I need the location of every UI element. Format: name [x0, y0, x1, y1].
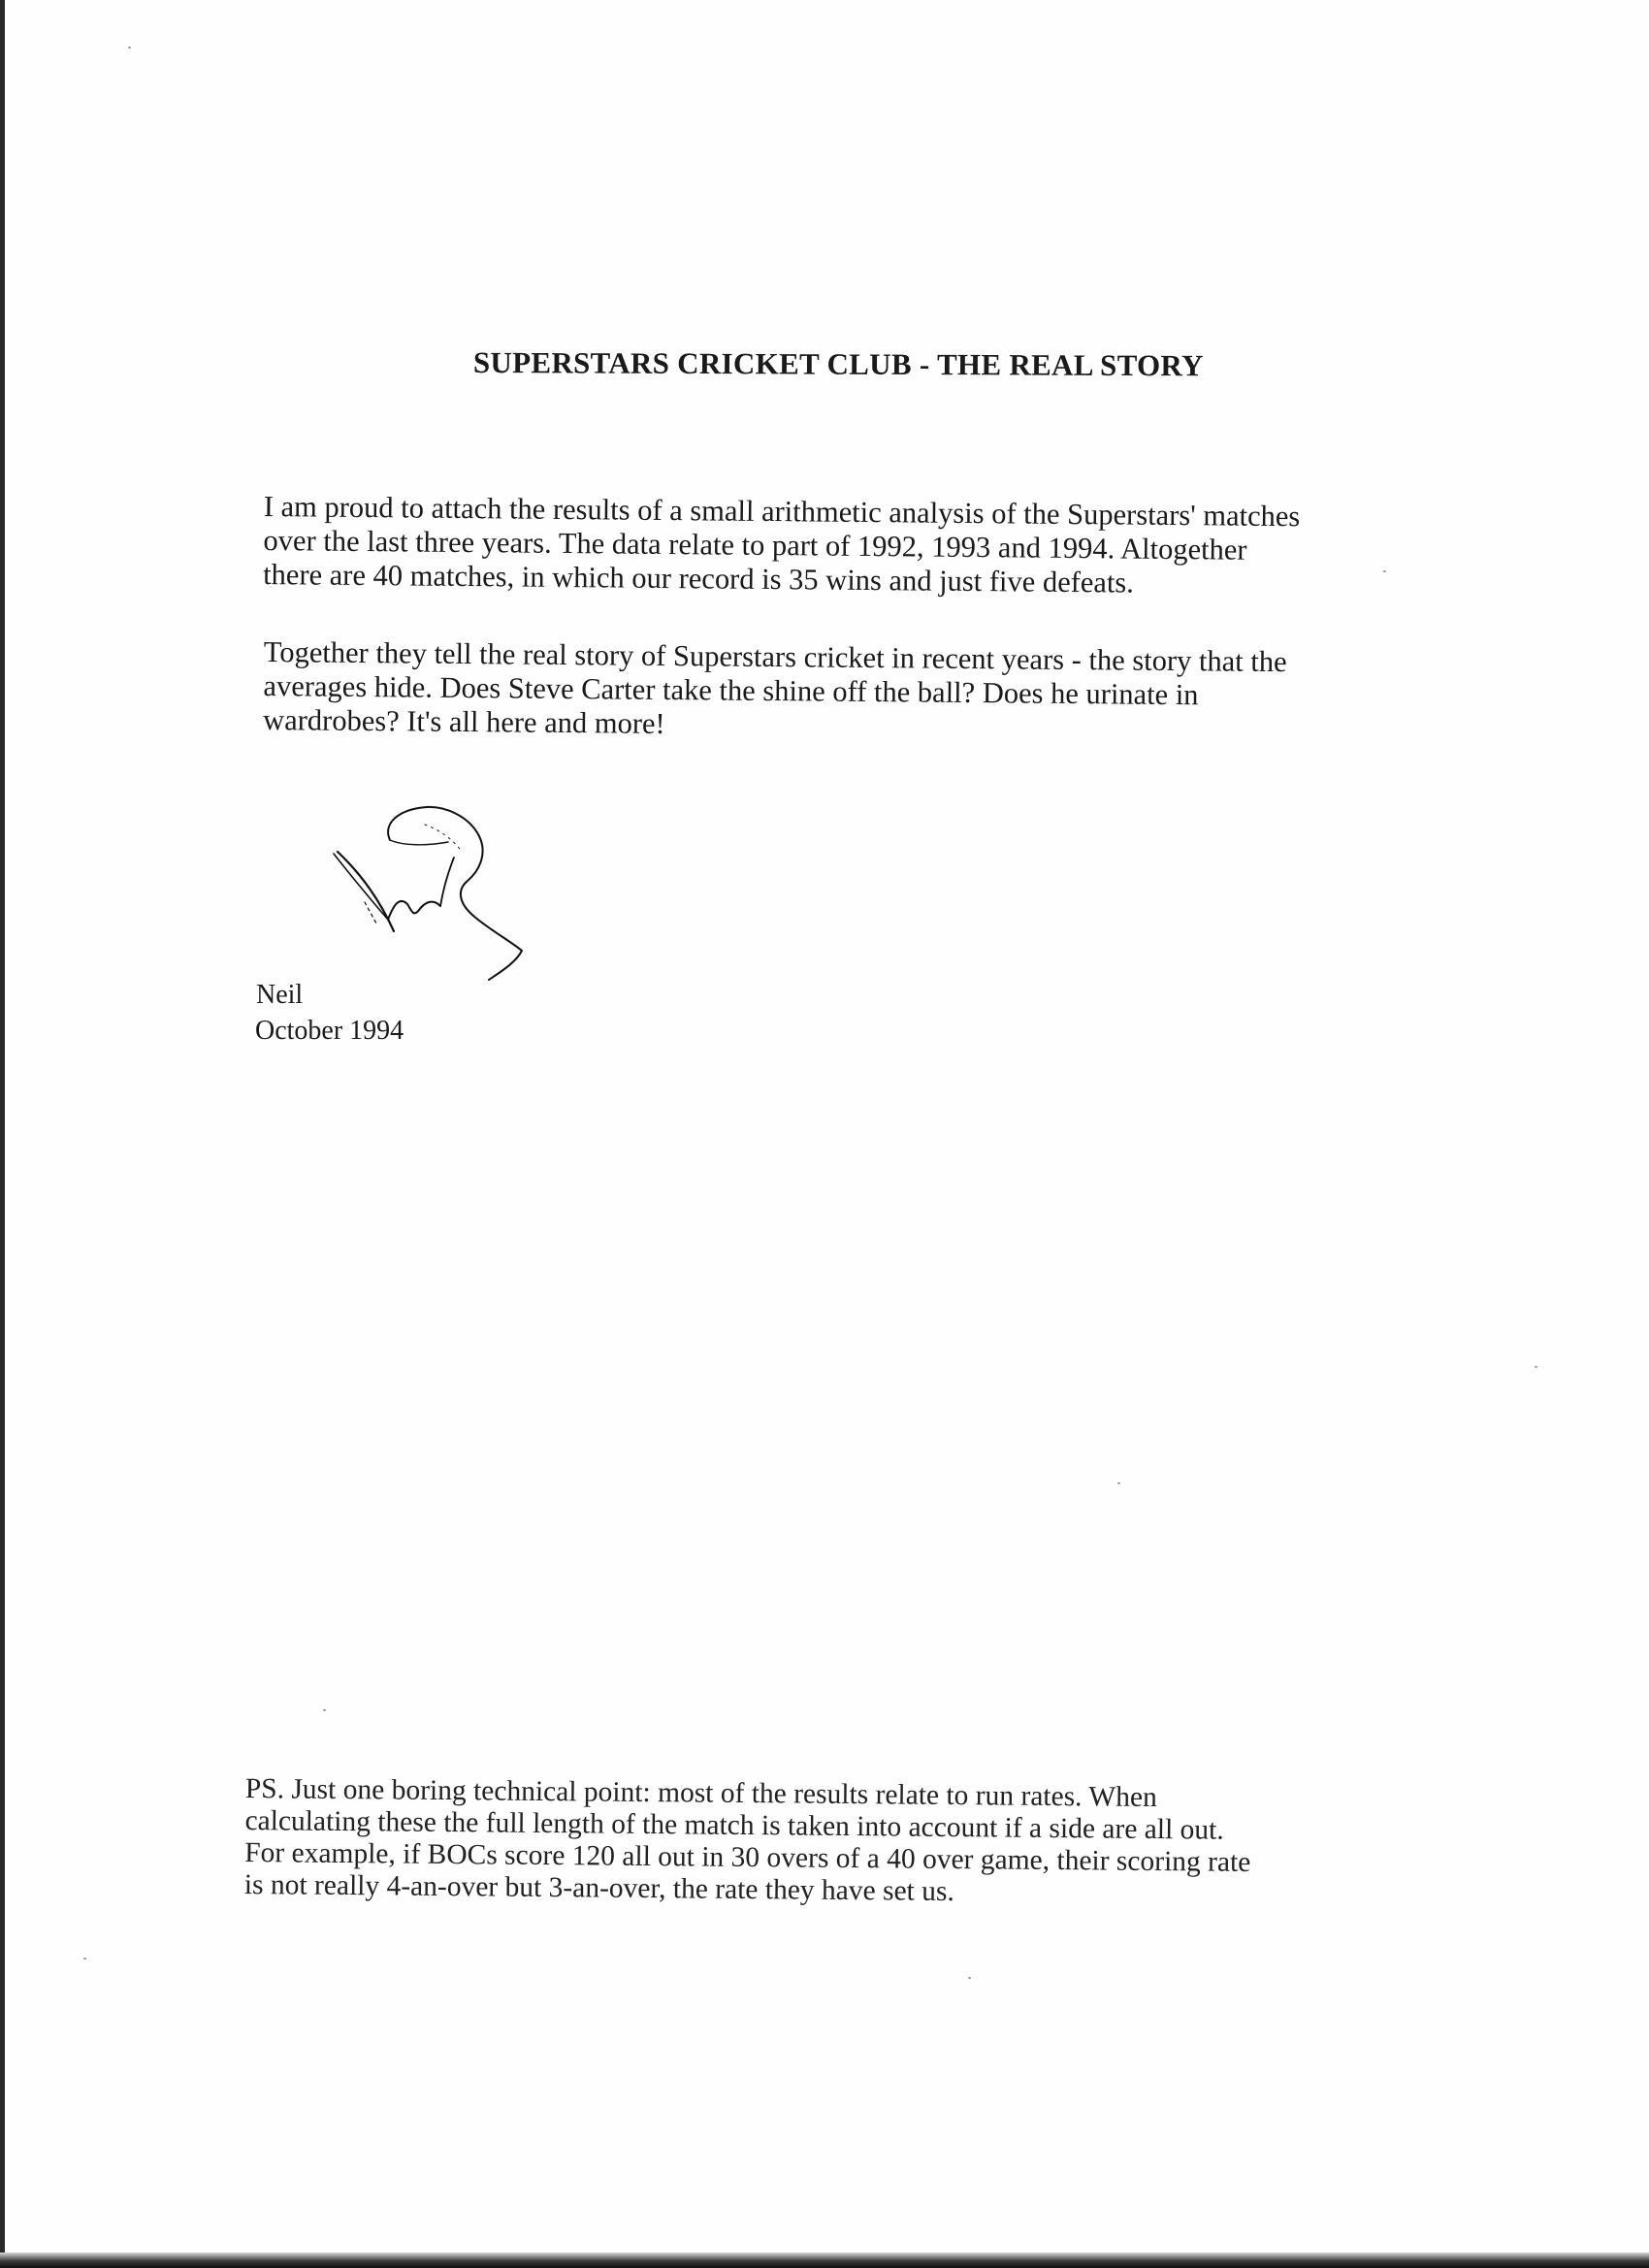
- postscript-line: PS. Just one boring technical point: most of the results relate to run rates. When: [244, 1773, 1157, 1814]
- postscript-line: For example, if BOCs score 120 all out in 30 overs of a 40 over game, their scoring rate: [244, 1836, 1251, 1878]
- scan-speck: [1383, 570, 1386, 572]
- scan-speck: [323, 1709, 326, 1711]
- document-title: SUPERSTARS CRICKET CLUB - THE REAL STORY: [472, 345, 1204, 383]
- scan-edge-left: [0, 0, 5, 2268]
- handwritten-signature: [326, 795, 578, 1009]
- scan-speck: [1117, 1482, 1120, 1484]
- scan-speck: [1535, 1366, 1537, 1368]
- signature-name: Neil: [256, 980, 304, 1010]
- postscript-line: calculating these the full length of the match is taken into account if a side are all out.: [244, 1804, 1224, 1846]
- signature-date: October 1994: [255, 1016, 404, 1046]
- paragraph-intro: [263, 490, 1300, 601]
- paragraph-line: Together they tell the real story of Superstars cricket in recent years - the story that the: [263, 635, 1287, 679]
- paragraph-line: I am proud to attach the results of a small arithmetic analysis of the Superstars' matches: [263, 490, 1301, 534]
- paragraph-line: averages hide. Does Steve Carter take the shine off the ball? Does he urinate in: [263, 668, 1199, 712]
- paragraph-line: wardrobes? It's all here and more!: [263, 702, 665, 740]
- paragraph-line: over the last three years. The data relate to part of 1992, 1993 and 1994. Altogether: [263, 523, 1247, 567]
- paragraph-line: there are 40 matches, in which our record is 35 wins and just five defeats.: [263, 557, 1135, 599]
- paragraph-story: [263, 635, 1287, 747]
- scan-edge-bottom: [0, 2252, 1649, 2268]
- scan-speck: [83, 1958, 86, 1960]
- postscript: [244, 1773, 1251, 1911]
- postscript-line: is not really 4-an-over but 3-an-over, the rate they have set us.: [243, 1868, 954, 1908]
- scan-speck: [968, 1977, 971, 1979]
- scan-speck: [128, 47, 131, 49]
